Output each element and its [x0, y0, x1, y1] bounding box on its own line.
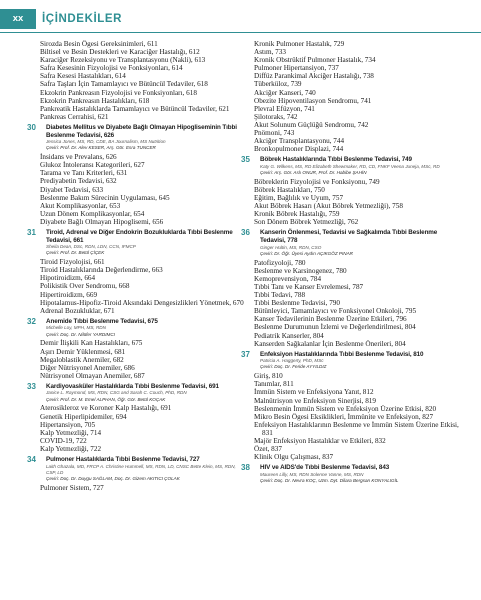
- chapter-translator: Çeviri: Doç. Dr. Feride AYYILDIZ: [260, 364, 327, 370]
- toc-entry: Akciğer Kanseri, 740: [254, 88, 316, 97]
- chapter-number: 34: [27, 455, 36, 465]
- page-number: xx: [0, 9, 36, 29]
- toc-entry: Kemoprevensiyon, 784: [254, 274, 322, 283]
- chapter-authors: Janice L. Raymond, MS, RDN, CSG and Sarah C. Couch, PhD, RDN: [46, 390, 187, 396]
- toc-entry: Kalp Yetmezliği, 714: [40, 428, 102, 437]
- chapter-translator: Çeviri: Prof. Dr. Betül ÇİÇEK: [46, 250, 105, 256]
- toc-entry: Akut Solunum Güçlüğü Sendromu, 742: [254, 120, 369, 129]
- toc-entry: Enfeksiyon Hastalıklarının Beslenme ve İmmün Sistem Üzerine Etkisi, 831: [254, 420, 459, 437]
- chapter-authors: Sheila Dean, DSc, RDN, LDN, CCN, IFMCP: [46, 244, 136, 250]
- toc-entry: Kronik Pulmoner Hastalık, 729: [254, 40, 345, 48]
- chapter-number: 38: [241, 463, 250, 473]
- chapter-title: Enfeksiyon Hastalıklarında Tıbbi Beslenme Tedavisi, 810: [260, 350, 424, 358]
- toc-entry: Aterosikleroz ve Koroner Kalp Hastalığı, 691: [40, 404, 172, 413]
- chapter-authors: Ginger Hultin, MS, RDN, CSO: [260, 244, 322, 250]
- toc-entry: Pulmoner Sistem, 727: [40, 483, 104, 492]
- chapter-block: [27, 316, 247, 380]
- toc-entry: Beslenme ve Karsinogenez, 780: [254, 266, 347, 275]
- header-rule: [0, 32, 481, 33]
- chapter-number: 31: [27, 227, 36, 237]
- chapter-number: 33: [27, 381, 36, 391]
- toc-entry: Tıbbi Beslenme Tedavisi, 790: [254, 299, 340, 308]
- toc-entry: Beslenme Durumunun İzlemi ve Değerlendirilmesi, 804: [254, 323, 416, 332]
- toc-entry: Pankreatik Hastalıklarda Tamamlayıcı ve Bütüncül Tedaviler, 621: [40, 104, 230, 113]
- toc-entry: Hipotiroidizm, 664: [40, 274, 96, 283]
- chapter-title: HIV ve AIDS'de Tıbbi Beslenme Tedavisi, 843: [260, 464, 390, 472]
- chapter-authors: Laith Ghazala, MD, FRCP A. Christine Hummell, MS, RDN, LD, CNSC Bette Klein, MS, RDN, CSP, LD: [46, 463, 236, 475]
- chapter-translator: Çeviri: Doç. Dr. Duygu SAĞLAM, Doç. Dr. Gizem AKITICI ÇOLAK: [46, 476, 180, 482]
- toc-entry: Pankreas Cerrahisi, 621: [40, 112, 109, 121]
- toc-entry: Obezite Hipoventilasyon Sendromu, 741: [254, 96, 372, 105]
- toc-entry: Ekzokrin Pankreasın Fizyolojisi ve Fonksiyonları, 618: [40, 88, 197, 97]
- chapter-block: [241, 228, 461, 348]
- toc-entry: Malnütrisyon ve Enfeksiyon Sinerjisi, 819: [254, 396, 376, 405]
- chapter-title: Diabetes Mellitus ve Diyabete Bağlı Olmayan Hipoglisemi​nin Tıbbi Beslenme Tedavisi, 626: [46, 123, 237, 139]
- chapter-translator: Çeviri: Doç. Dr. Nilüfer YARDIMCI: [46, 331, 115, 337]
- toc-entry: Diyabete Bağlı Olmayan Hipoglisemi, 656: [40, 217, 164, 226]
- right-column: [241, 40, 461, 596]
- toc-entry: Bütünleyici, Tamamlayıcı ve Fonksiyonel Onkoloji, 795: [254, 307, 417, 316]
- toc-entry: Böbrek Hastalıkları, 750: [254, 186, 325, 194]
- toc-entry: Karaciğer Rezeksiyonu ve Transplantasyonu (Nakli), 613: [40, 56, 206, 65]
- chapter-block: [27, 227, 247, 315]
- left-column: [27, 40, 247, 596]
- toc-entry: Nütrisyonel Olmayan Anemiler, 687: [40, 371, 145, 380]
- toc-entry: Mikro Besin Ögesi Eksiklikleri, İmmünite ve Enfeksiyon, 827: [254, 412, 434, 421]
- toc-entry: Tiroid Fizyolojisi, 661: [40, 258, 105, 267]
- toc-entry: Tüberküloz, 739: [254, 80, 302, 89]
- toc-entry: Tıbbi Tanı ve Kanser Evrelemesi, 787: [254, 282, 364, 291]
- toc-entry: Tarama ve Tanı Kriterleri, 631: [40, 169, 128, 178]
- chapter-block: [27, 455, 247, 492]
- chapter-block: [241, 463, 461, 485]
- toc-entry: Sirozda Besin Ögesi Gereksinimleri, 611: [40, 40, 158, 48]
- page-header: [0, 0, 481, 34]
- toc-entry: Tıbbi Tedavi, 788: [254, 291, 306, 300]
- toc-entry: Giriş, 810: [254, 372, 283, 381]
- chapter-title: Pulmoner Hastalıklarda Tıbbi Beslenme Tedavisi, 727: [46, 456, 200, 464]
- toc-entry: Safra Taşları İçin Tamamlayıcı ve Bütüncül Tedaviler, 618: [40, 80, 208, 89]
- chapter-authors: Katy G. Wilkens, MS, RD Elizabeth Shewmaker, RD, CD, FNKF Veena Juneja, MSc, RD: [260, 163, 440, 169]
- toc-entry: Böbreklerin Fizyolojisi ve Fonksiyonu, 749: [254, 177, 380, 186]
- toc-entry: Diğer Nütrisyonel Anemiler, 686: [40, 363, 135, 372]
- toc-entry: Eğitim, Bağlılık ve Uyum, 757: [254, 194, 344, 203]
- toc-entry: Hipertansiyon, 705: [40, 420, 96, 429]
- toc-entry: İnsidans ve Prevalans, 626: [40, 153, 117, 162]
- chapter-translator: Çeviri: Prof. Dr. M. Emel ALPHAN, Öğr. Gör. Betül KOÇAK: [46, 396, 166, 402]
- chapter-block: [27, 122, 247, 226]
- chapter-block: [27, 381, 247, 453]
- chapter-number: 36: [241, 228, 250, 238]
- toc-entry: Şilotoraks, 742: [254, 112, 298, 121]
- toc-entry: Diffüz Parankimal Akciğer Hastalığı, 738: [254, 72, 374, 81]
- chapter-title: Kanserin Önlenmesi, Tedavisi ve Sağkalımda Tıbbi Beslenme Tedavisi, 778: [260, 229, 438, 245]
- toc-entry: Pnömoni, 743: [254, 129, 295, 138]
- toc-entry: Polikistik Over Sendromu, 668: [40, 282, 130, 291]
- chapter-translator: Çeviri: Arş. Gör. Aslı ONUR, Prof. Dr. Habibe ŞAHİN: [260, 170, 367, 176]
- toc-entry: Akut Komplikasyonlar, 653: [40, 201, 121, 210]
- toc-entry: Plevral Efüzyon, 741: [254, 104, 315, 113]
- toc-entry: Beslenme Bakım Sürecinin Uygulaması, 645: [40, 193, 170, 202]
- chapter-title: Anemide Tıbbi Beslenme Tedavisi, 675: [46, 317, 158, 325]
- chapter-authors: Maureen Lilly, MS, RDN Solenne Vanne, MS, RDN: [260, 471, 364, 477]
- toc-entry: Özet, 837: [254, 445, 282, 454]
- toc-entry: Kanserden Sağkalanlar İçin Beslenme Önerileri, 804: [254, 339, 406, 348]
- chapter-number: 30: [27, 122, 36, 132]
- toc-entry: Majör Enfeksiyon Hastalıklar ve Etkileri, 832: [254, 437, 386, 446]
- toc-entry: Kalp Yetmezliği, 722: [40, 444, 102, 453]
- toc-entry: Prediyabetin Tedavisi, 632: [40, 177, 117, 186]
- chapter-translator: Çeviri: Prof. Dr. Alev KESER, Arş. Gör. Esra TUNCER: [46, 145, 156, 151]
- toc-entry: Pulmoner Hipertansiyon, 737: [254, 64, 339, 73]
- toc-entry: Pediatrik Kanserler, 804: [254, 331, 324, 340]
- toc-entry: Safra Kesesi Hastalıkları, 614: [40, 72, 126, 81]
- toc-entry: Astım, 733: [254, 48, 286, 57]
- toc-entry: Beslenmenin İmmün Sistem ve Enfeksiyon Üzerine Etkisi, 820: [254, 404, 437, 413]
- toc-entry: Diyabet Tedavisi, 633: [40, 185, 104, 194]
- chapter-title: Tiroid, Adrenal ve Diğer Endokrin Bozukluklarda Tıbbi Beslenme Tedavisi, 661: [46, 228, 233, 244]
- toc-entry: Hipotalamus-Hipofiz-Tiroid Aksındaki Dengesizlikleri Yönetmek, 670: [40, 298, 244, 307]
- toc-entry: Bronkopulmoner Displazi, 744: [254, 145, 344, 154]
- chapter-number: 32: [27, 316, 36, 326]
- toc-entry: Klinik Olgu Çalışması, 837: [254, 453, 334, 462]
- toc-entry: Patofizyoloji, 780: [254, 258, 306, 267]
- toc-entry: Son Dönem Böbrek Yetmezliği, 762: [254, 218, 359, 227]
- toc-entry: Ekzokrin Pankreasın Hastalıkları, 618: [40, 96, 150, 105]
- toc-entry: Kronik Obstrüktif Pulmoner Hastalık, 734: [254, 56, 376, 65]
- toc-entry: Adrenal Bozukluklar, 671: [40, 306, 115, 315]
- chapter-translator: Çeviri: Doç. Dr. Nevra KOÇ, Uzm. Dyt. Dilara Bergsan KONYALIGİL: [260, 478, 399, 484]
- toc-entry: Akciğer Transplantasyonu, 744: [254, 137, 345, 146]
- section-title: İÇİNDEKİLER: [42, 13, 123, 25]
- toc-entry: Biltisel ve Besin Destekleri ve Karaciğer Hastalığı, 612: [40, 48, 200, 57]
- chapter-authors: Patricia A. Haggerty, PhD, MSc: [260, 358, 324, 364]
- toc-entry: Demir İlişkili Kan Hastalıkları, 675: [40, 339, 143, 348]
- chapter-authors: Michelle Loy, MPH, MS, RDN: [46, 325, 106, 331]
- toc-entry: Aşırı Demir Yüklenmesi, 681: [40, 347, 126, 356]
- chapter-block: [241, 155, 461, 227]
- chapter-title: Kardiyovasküler Hastalıklarda Tıbbi Beslenme Tedavisi, 691: [46, 382, 219, 390]
- chapter-authors: Jessica Jones, MS, RD, CDE, BA Journalism, MS Nutrition: [46, 139, 166, 145]
- chapter-block: [241, 349, 461, 462]
- toc-entry: Hipertiroidizm, 669: [40, 290, 98, 299]
- toc-entry: Genetik Hiperlipidemiler, 694: [40, 412, 127, 421]
- toc-entry: İmmün Sistem ve Enfeksiyona Yanıt, 812: [254, 388, 374, 397]
- chapter-title: Böbrek Hastalıklarında Tıbbi Beslenme Tedavisi, 749: [260, 156, 412, 164]
- toc-entry: Uzun Dönem Komplikasyonlar, 654: [40, 209, 145, 218]
- toc-entry: Glukoz İntoleransı Kategorileri, 627: [40, 161, 145, 170]
- toc-entry: COVID-19, 722: [40, 436, 87, 445]
- toc-entry: Tiroid Hastalıklarında Değerlendirme, 663: [40, 266, 163, 275]
- toc-entry: Megaloblastik Anemiler, 682: [40, 355, 124, 364]
- chapter-number: 37: [241, 349, 250, 359]
- chapter-number: 35: [241, 155, 250, 165]
- toc-entry: Tanımlar, 811: [254, 380, 294, 389]
- toc-entry: Kanser Tedavilerinin Beslenme Üzerine Etkileri, 796: [254, 315, 407, 324]
- chapter-translator: Çeviri: Dr. Öğr. Üyesi Aydın AÇIKGÖZ PINAR: [260, 250, 353, 256]
- toc-entry: Akut Böbrek Hasarı (Akut Böbrek Yetmezliği), 758: [254, 202, 403, 211]
- toc-entry: Kronik Böbrek Hastalığı, 759: [254, 210, 340, 219]
- toc-entry: Safra Kesesinin Fizyolojisi ve Fonksiyonları, 614: [40, 64, 183, 73]
